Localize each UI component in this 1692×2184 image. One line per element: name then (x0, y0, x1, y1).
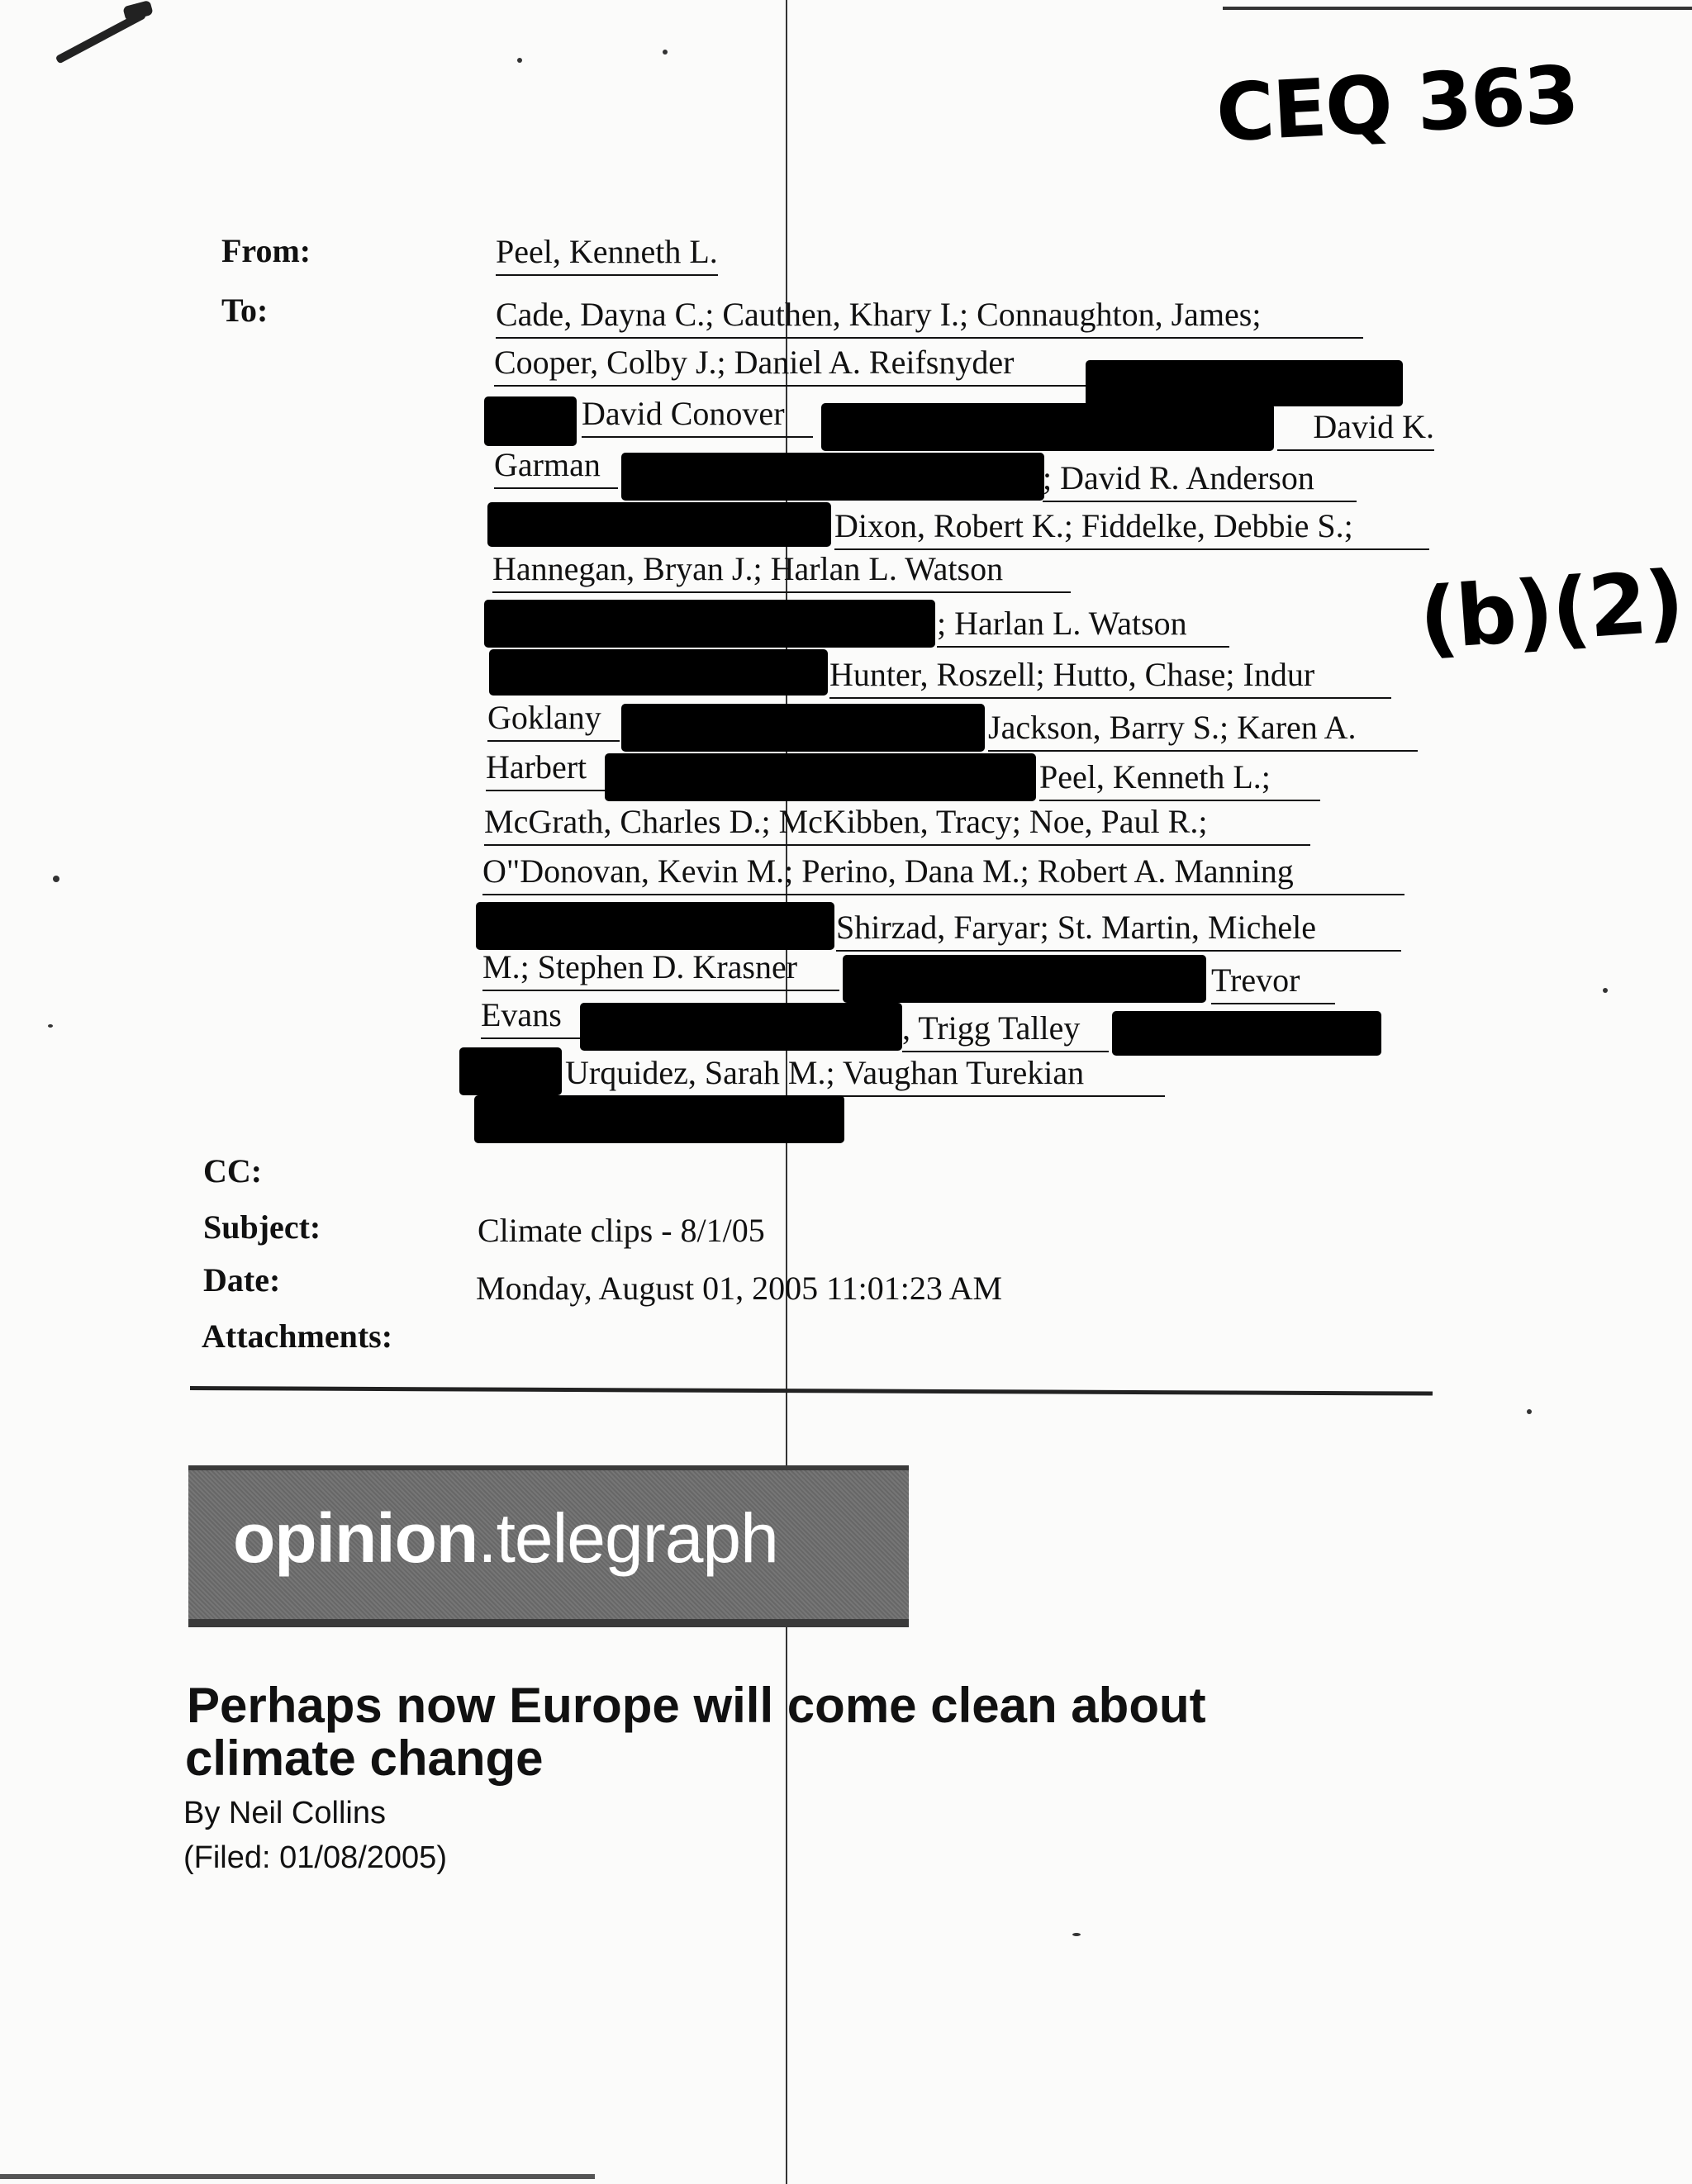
redaction-box (621, 704, 985, 752)
recipient-line: Garman (494, 446, 618, 489)
handwritten-document-number: CEQ 363 (1214, 48, 1580, 160)
redaction-box (605, 753, 1036, 801)
opinion-telegraph-banner (188, 1465, 909, 1627)
redaction-box (1086, 360, 1403, 406)
article-filed-date: (Filed: 01/08/2005) (183, 1840, 447, 1875)
recipient-line: David Conover (582, 395, 813, 438)
recipient-line: Jackson, Barry S.; Karen A. (988, 709, 1418, 752)
subject-value: Climate clips - 8/1/05 (478, 1212, 765, 1249)
recipient-line: Urquidez, Sarah M.; Vaughan Turekian (565, 1054, 1165, 1097)
redaction-box (821, 403, 1274, 451)
recipient-line: ; David R. Anderson (1043, 459, 1357, 502)
recipient-line: Harbert (486, 748, 608, 791)
scan-speck (48, 1024, 53, 1028)
redaction-box (621, 453, 1044, 501)
banner-light-text: .telegraph (478, 1499, 778, 1577)
scan-speck (517, 58, 522, 63)
banner-bold-text: opinion (233, 1499, 478, 1577)
recipient-line: ; Harlan L. Watson (937, 605, 1229, 648)
banner-logo-text (233, 1498, 778, 1579)
cc-label: CC: (203, 1152, 263, 1189)
recipient-line: M.; Stephen D. Krasner (482, 948, 839, 991)
scan-speck (663, 50, 668, 55)
recipient-line: Evans (481, 996, 580, 1039)
redaction-box (474, 1095, 844, 1143)
article-byline: By Neil Collins (183, 1796, 386, 1830)
scan-speck (1603, 988, 1608, 993)
scan-top-edge (1223, 7, 1692, 10)
redaction-box (489, 649, 828, 696)
scan-speck (1072, 1933, 1081, 1936)
recipient-line: David K. (1277, 408, 1434, 451)
recipient-line: O"Donovan, Kevin M.; Perino, Dana M.; Robert A. Manning (482, 852, 1404, 895)
redaction-box (476, 902, 834, 950)
scan-speck (1527, 1409, 1532, 1414)
article-headline-line-2: climate change (185, 1731, 544, 1786)
to-label: To: (221, 292, 269, 329)
redaction-box (487, 502, 831, 547)
redaction-box (484, 600, 935, 648)
redaction-box (484, 396, 577, 446)
recipient-line: Cade, Dayna C.; Cauthen, Khary I.; Connaughton, James; (496, 296, 1363, 339)
recipient-line: Hannegan, Bryan J.; Harlan L. Watson (492, 550, 1071, 593)
scan-corner-mark (122, 0, 154, 21)
recipient-line: Peel, Kenneth L.; (1039, 758, 1320, 801)
scan-speck (53, 876, 59, 882)
date-value: Monday, August 01, 2005 11:01:23 AM (476, 1270, 1003, 1307)
redaction-box (580, 1003, 902, 1051)
from-value: Peel, Kenneth L. (496, 233, 718, 276)
header-separator (190, 1386, 1433, 1396)
handwritten-exemption-code: (b)(2) (1416, 553, 1686, 669)
recipient-line: Cooper, Colby J.; Daniel A. Reifsnyder (494, 344, 1403, 387)
subject-label: Subject: (203, 1208, 321, 1246)
recipient-line: Goklany (487, 699, 620, 742)
article-headline-line-1: Perhaps now Europe will come clean about (187, 1678, 1206, 1733)
scan-bottom-edge (0, 2174, 595, 2179)
attachments-label: Attachments: (202, 1318, 393, 1355)
recipient-line: Trevor (1211, 961, 1335, 1004)
redaction-box (1112, 1011, 1381, 1056)
recipient-line: Hunter, Roszell; Hutto, Chase; Indur (829, 656, 1391, 699)
recipient-line: Dixon, Robert K.; Fiddelke, Debbie S.; (834, 507, 1429, 550)
recipient-line: , Trigg Talley (902, 1009, 1109, 1052)
from-label: From: (221, 232, 311, 269)
redaction-box (459, 1047, 562, 1095)
date-label: Date: (203, 1261, 281, 1299)
redaction-box (843, 955, 1206, 1003)
recipient-line: Shirzad, Faryar; St. Martin, Michele (836, 909, 1401, 952)
recipient-line: McGrath, Charles D.; McKibben, Tracy; Noe, Paul R.; (484, 803, 1310, 846)
